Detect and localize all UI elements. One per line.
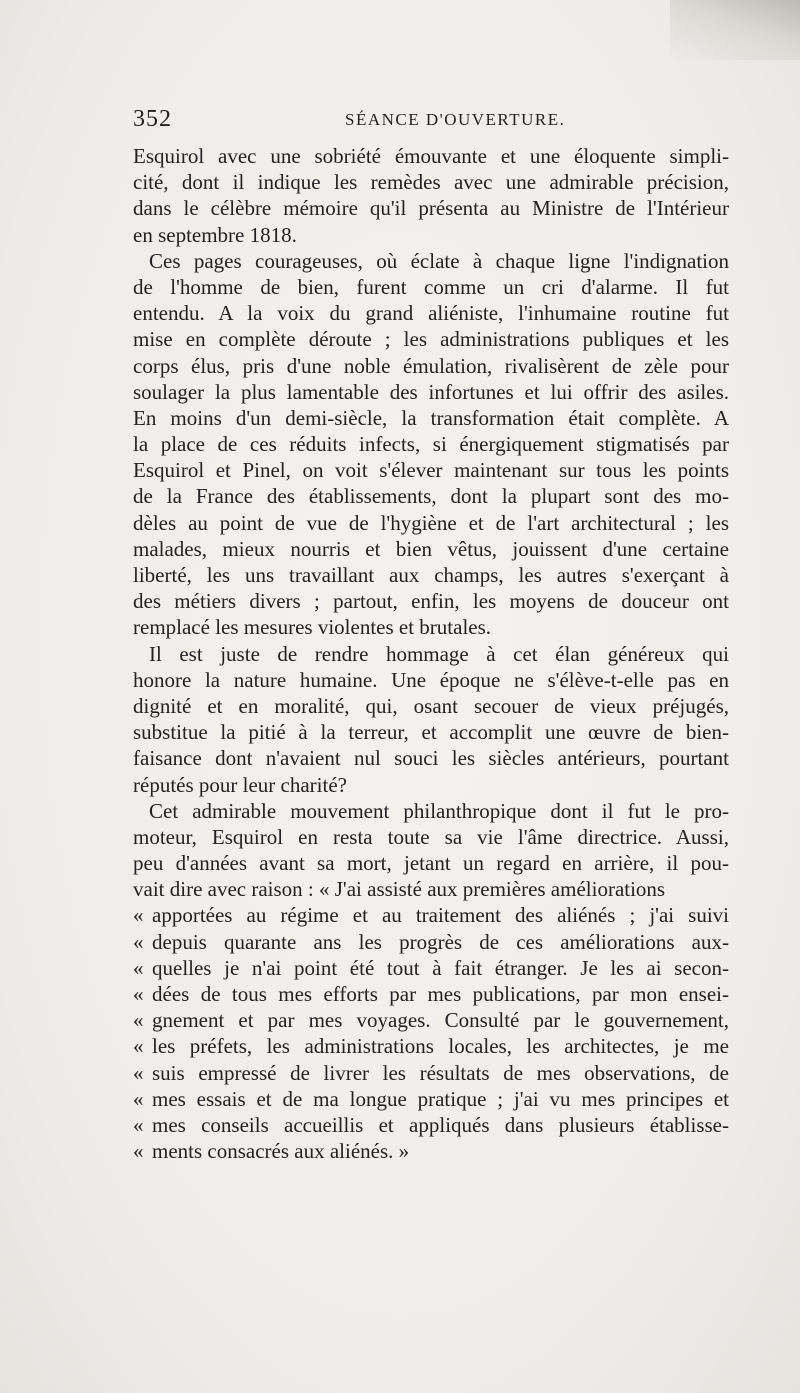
quote-line xyxy=(133,981,729,1007)
text-line: substitue la pitié à la terreur, et accomplit une œuvre de bien- xyxy=(133,720,729,745)
quote-mark: « xyxy=(133,1034,144,1059)
quote-line xyxy=(133,1112,729,1138)
text-line: des métiers divers ; partout, enfin, les moyens de douceur ont xyxy=(133,589,729,614)
quote-text: ments consacrés aux aliénés. » xyxy=(152,1139,410,1164)
page-number: 352 xyxy=(133,106,172,132)
scan-shadow xyxy=(670,0,800,60)
quote-text: quelles je n'ai point été tout à fait étranger. Je les ai secon- xyxy=(152,955,729,980)
quote-line xyxy=(133,1060,729,1086)
text-line: Esquirol et Pinel, on voit s'élever maintenant sur tous les points xyxy=(133,458,729,483)
text-line: moteur, Esquirol en resta toute sa vie l'âme directrice. Aussi, xyxy=(133,824,729,849)
text-line: malades, mieux nourris et bien vêtus, jouissent d'une certaine xyxy=(133,536,729,561)
text-line: mise en complète déroute ; les administrations publiques et les xyxy=(133,327,729,352)
text-line: en septembre 1818. xyxy=(133,222,297,247)
quote-text: suis empressé de livrer les résultats de mes observations, de xyxy=(152,1060,729,1085)
paragraph xyxy=(133,798,729,903)
text-line: soulager la plus lamentable des infortunes et lui offrir des asiles. xyxy=(133,379,729,404)
text-line: faisance dont n'avaient nul souci les siècles antérieurs, pourtant xyxy=(133,746,729,771)
quote-text: les préfets, les administrations locales, les architectes, je me xyxy=(152,1034,729,1059)
quote-line xyxy=(133,1007,729,1033)
text-line: cité, dont il indique les remèdes avec une admirable précision, xyxy=(133,170,729,195)
quote-mark: « xyxy=(133,1086,144,1111)
quote-line xyxy=(133,955,729,981)
text-line: Il est juste de rendre hommage à cet élan généreux qui xyxy=(149,641,729,666)
quote-line xyxy=(133,929,729,955)
quote-mark: « xyxy=(133,903,144,928)
running-head: SÉANCE D'OUVERTURE. xyxy=(345,110,566,129)
quote-line xyxy=(133,902,729,928)
quote-mark: « xyxy=(133,1008,144,1033)
text-line: de la France des établissements, dont la plupart sont des mo- xyxy=(133,484,729,509)
page-header xyxy=(133,106,729,134)
quote-mark: « xyxy=(133,955,144,980)
text-line: peu d'années avant sa mort, jetant un regard en arrière, il pou- xyxy=(133,851,729,876)
quotation xyxy=(133,902,729,1164)
text-line: corps élus, pris d'une noble émulation, rivalisèrent de zèle pour xyxy=(133,353,729,378)
quote-line xyxy=(133,1086,729,1112)
quote-text: apportées au régime et au traitement des aliénés ; j'ai suivi xyxy=(152,903,729,928)
quote-text: mes essais et de ma longue pratique ; j'ai vu mes principes et xyxy=(152,1086,729,1111)
text-line: la place de ces réduits infects, si énergiquement stigmatisés par xyxy=(133,432,729,457)
body-text xyxy=(133,143,729,1164)
text-line: En moins d'un demi-siècle, la transformation était complète. A xyxy=(133,405,729,430)
quote-mark: « xyxy=(133,1112,144,1137)
quote-text: dées de tous mes efforts par mes publications, par mon ensei- xyxy=(152,982,729,1006)
quote-text: mes conseils accueillis et appliqués dans plusieurs établisse- xyxy=(152,1112,729,1137)
text-line: Ces pages courageuses, où éclate à chaque ligne l'indignation xyxy=(149,248,729,273)
quote-mark: « xyxy=(133,1139,144,1164)
quote-mark: « xyxy=(133,929,144,954)
paragraph xyxy=(133,248,729,641)
text-line: dans le célèbre mémoire qu'il présenta au Ministre de l'Intérieur xyxy=(133,196,729,221)
quote-mark: « xyxy=(133,1060,144,1085)
text-line: dèles au point de vue de l'hygiène et de l'art architectural ; les xyxy=(133,510,729,535)
text-line: dignité et en moralité, qui, osant secouer de vieux préjugés, xyxy=(133,693,729,718)
text-line: entendu. A la voix du grand aliéniste, l'inhumaine routine fut xyxy=(133,301,729,326)
text-line: Cet admirable mouvement philanthropique dont il fut le pro- xyxy=(149,798,729,823)
paragraph xyxy=(133,641,729,798)
text-line: honore la nature humaine. Une époque ne s'élève-t-elle pas en xyxy=(133,667,729,692)
text-line: remplacé les mesures violentes et brutales. xyxy=(133,615,492,640)
quote-line xyxy=(133,1138,729,1164)
text-line: liberté, les uns travaillant aux champs, les autres s'exerçant à xyxy=(133,563,729,587)
text-line: de l'homme de bien, furent comme un cri d'alarme. Il fut xyxy=(133,274,729,299)
text-line: réputés pour leur charité? xyxy=(133,772,347,797)
quote-mark: « xyxy=(133,982,144,1006)
quote-text: gnement et par mes voyages. Consulté par le gouvernement, xyxy=(152,1008,729,1033)
quote-text: depuis quarante ans les progrès de ces améliorations aux- xyxy=(152,929,729,954)
paragraph xyxy=(133,143,729,248)
quote-line xyxy=(133,1033,729,1059)
text-line: vait dire avec raison : « J'ai assisté aux premières améliorations xyxy=(133,877,666,902)
text-line: Esquirol avec une sobriété émouvante et une éloquente simpli- xyxy=(133,144,729,168)
